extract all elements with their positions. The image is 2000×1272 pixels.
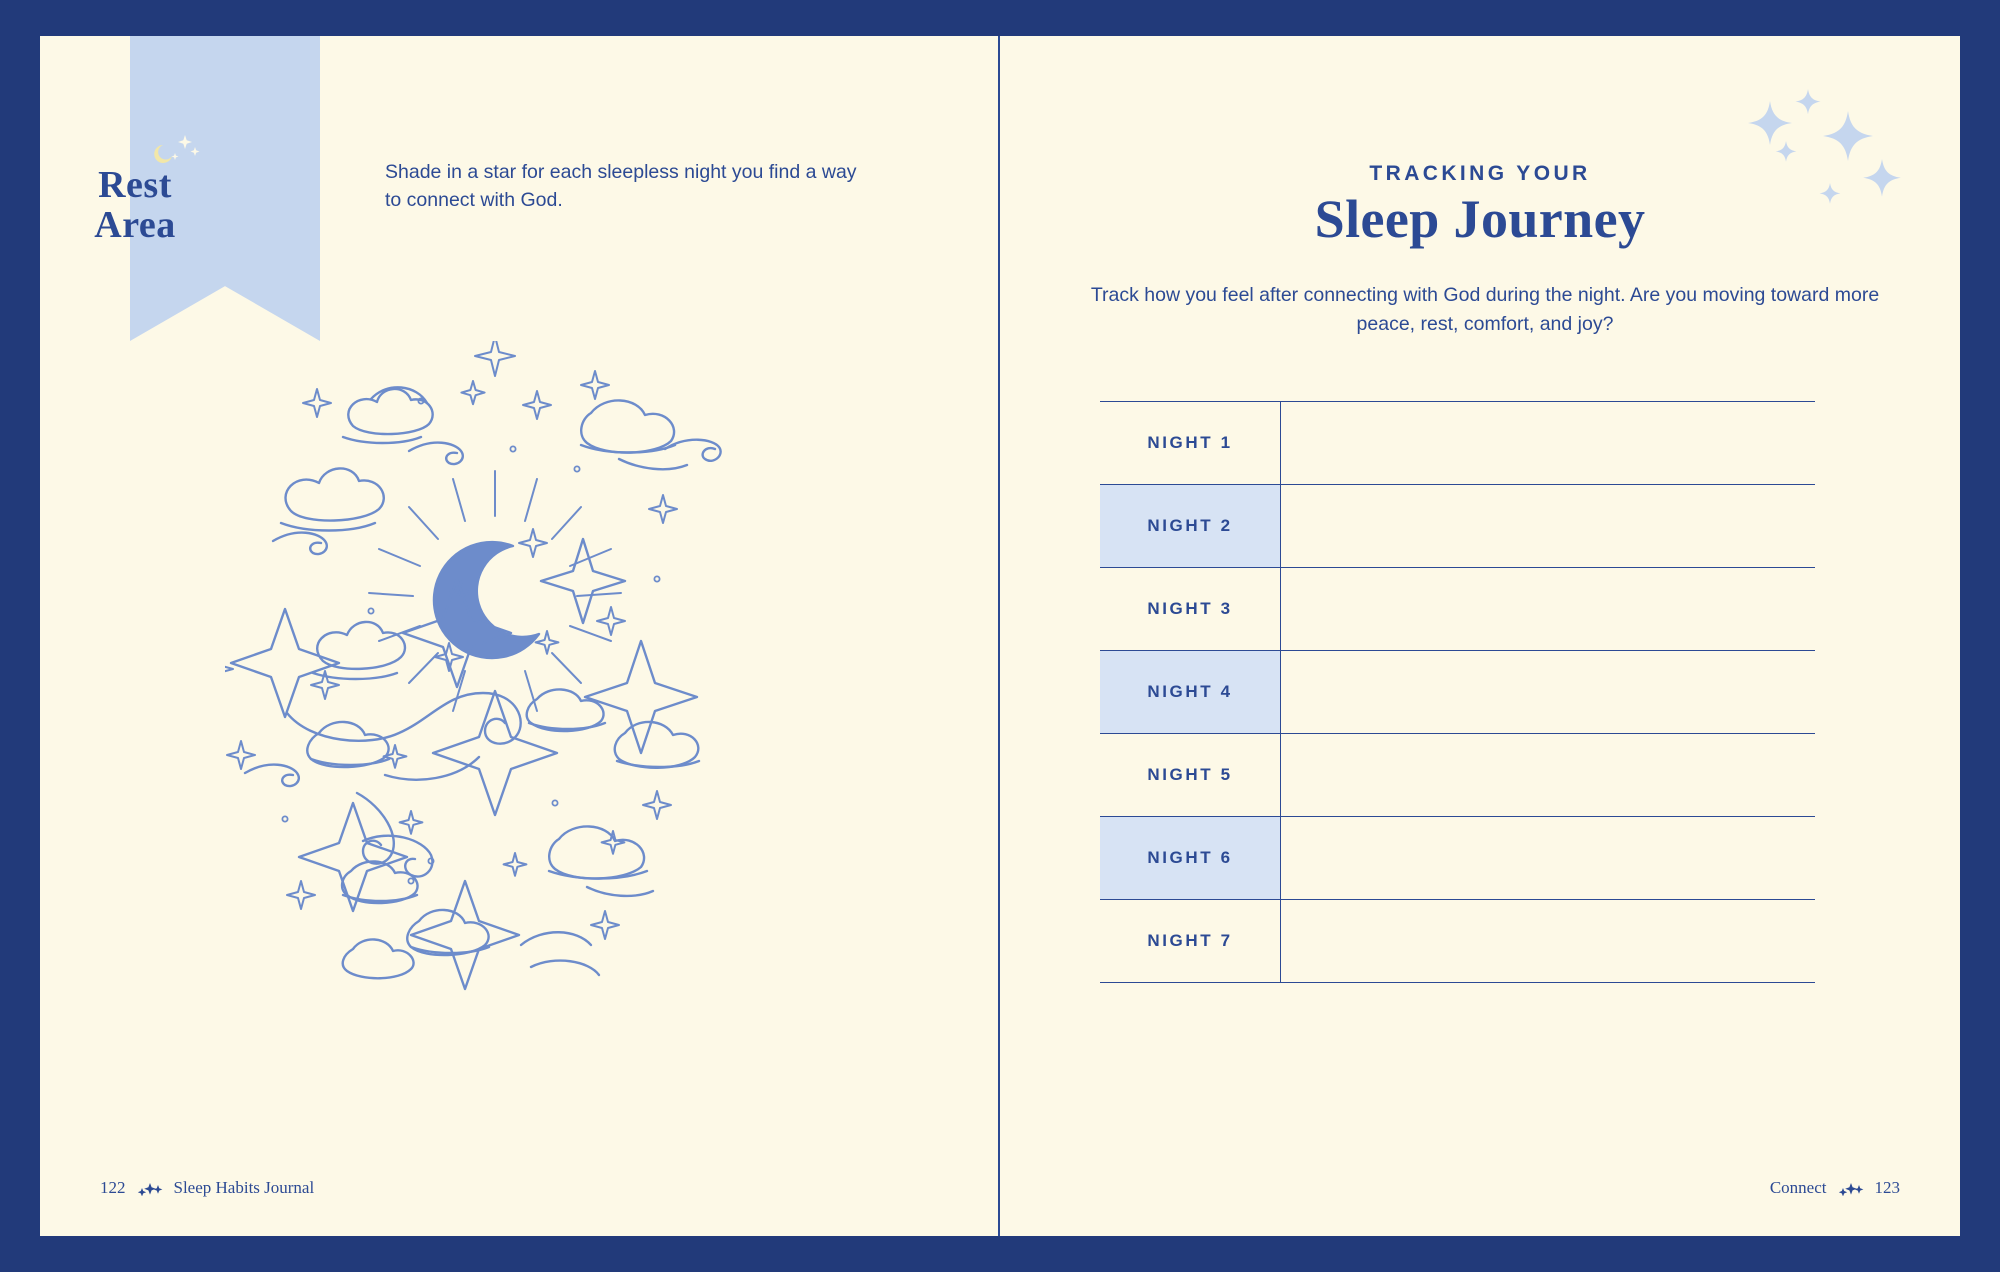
left-page (40, 36, 1000, 1236)
night-entry-2[interactable] (1281, 485, 1816, 568)
night-label-7: NIGHT 7 (1100, 900, 1281, 983)
table-row (1100, 485, 1815, 568)
night-label-6: NIGHT 6 (1100, 817, 1281, 900)
table-row (1100, 734, 1815, 817)
night-entry-3[interactable] (1281, 568, 1816, 651)
night-label-1: NIGHT 1 (1100, 402, 1281, 485)
right-page-number: 123 (1874, 1178, 1900, 1197)
night-label-5: NIGHT 5 (1100, 734, 1281, 817)
ribbon-title (40, 166, 230, 246)
table-row (1100, 568, 1815, 651)
left-page-number: 122 (100, 1178, 126, 1197)
ribbon-title-line2: Area (94, 203, 176, 246)
table-row (1100, 651, 1815, 734)
night-entry-6[interactable] (1281, 817, 1816, 900)
instruction-text: Shade in a star for each sleepless night you find a way to connect with God. (385, 161, 857, 212)
star-flourish-icon (1837, 1180, 1865, 1196)
sleep-tracker-table (1100, 401, 1815, 983)
night-entry-1[interactable] (1281, 402, 1816, 485)
night-entry-5[interactable] (1281, 734, 1816, 817)
stars-clouds-moon-doodle (225, 341, 845, 1131)
ribbon-title-line1: Rest (98, 164, 172, 206)
page-title: Sleep Journey (1314, 189, 1646, 249)
right-footer-label: Connect (1769, 1178, 1827, 1197)
night-label-2: NIGHT 2 (1100, 485, 1281, 568)
night-label-4: NIGHT 4 (1100, 651, 1281, 734)
star-flourish-icon (136, 1180, 164, 1196)
night-label-3: NIGHT 3 (1100, 568, 1281, 651)
table-row (1100, 402, 1815, 485)
night-entry-7[interactable] (1281, 900, 1816, 983)
journal-spread (40, 36, 1960, 1236)
right-footer (1770, 1178, 1900, 1198)
left-footer (100, 1178, 314, 1198)
page-subtext: Track how you feel after connecting with God during the night. Are you moving toward more peace, rest, comfort, and joy? (1090, 284, 1880, 336)
page-eyebrow: TRACKING YOUR (1369, 162, 1591, 185)
table-row (1100, 817, 1815, 900)
night-entry-4[interactable] (1281, 651, 1816, 734)
table-row (1100, 900, 1815, 983)
right-page (1000, 36, 1960, 1236)
left-footer-label: Sleep Habits Journal (173, 1178, 315, 1197)
